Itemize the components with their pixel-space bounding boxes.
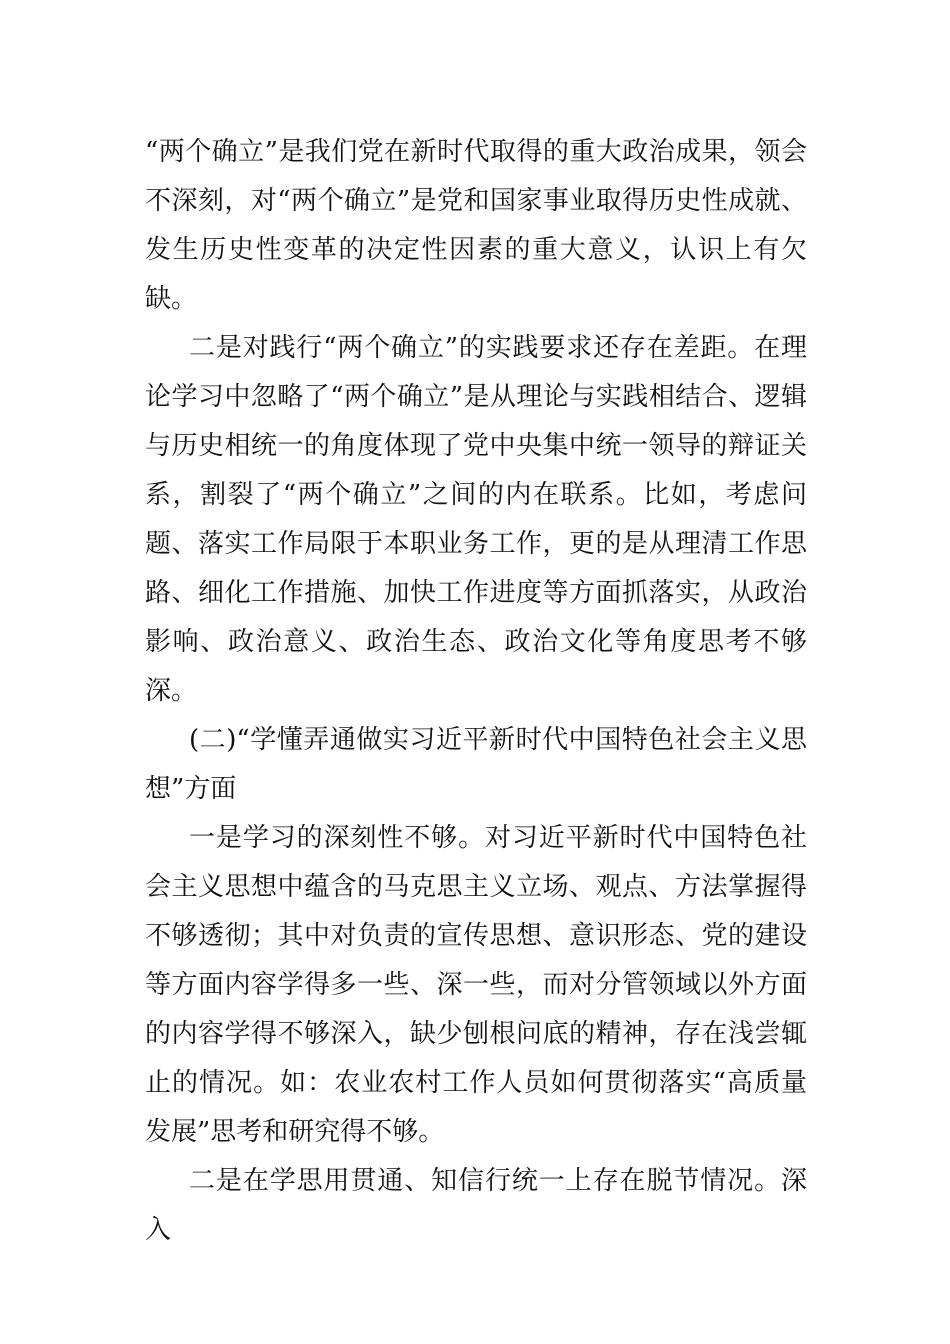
paragraph-learning-application: 二是在学思用贯通、知信行统一上存在脱节情况。深入 [145, 1166, 807, 1245]
document-page [145, 128, 807, 1255]
paragraph-study-depth: 一是学习的深刻性不够。对习近平新时代中国特色社会主义思想中蕴含的马克思主义立场、观点、方法掌握得不够透彻；其中对负责的宣传思想、意识形态、党的建设等方面内容学得多一些、深一些，而对分管领域以外方面的内容学得不够深入，缺少刨根问底的精神，存在浅尝辄止的情况。如：农业农村工作人员如何贯彻落实“高质量发展”思考和研究得不够。 [145, 823, 807, 1147]
section-heading-two: (二)“学懂弄通做实习近平新时代中国特色社会主义思想”方面 [145, 725, 807, 804]
paragraph-two-establishments-understanding: “两个确立”是我们党在新时代取得的重大政治成果，领会不深刻，对“两个确立”是党和国家事业取得历史性成就、发生历史性变革的决定性因素的重大意义，认识上有欠缺。 [145, 137, 807, 314]
paragraph-practice-gap: 二是对践行“两个确立”的实践要求还存在差距。在理论学习中忽略了“两个确立”是从理论与实践相结合、逻辑与历史相统一的角度体现了党中央集中统一领导的辩证关系，割裂了“两个确立”之间的内在联系。比如，考虑问题、落实工作局限于本职业务工作，更的是从理清工作思路、细化工作措施、加快工作进度等方面抓落实，从政治影响、政治意义、政治生态、政治文化等角度思考不够深。 [145, 333, 807, 706]
